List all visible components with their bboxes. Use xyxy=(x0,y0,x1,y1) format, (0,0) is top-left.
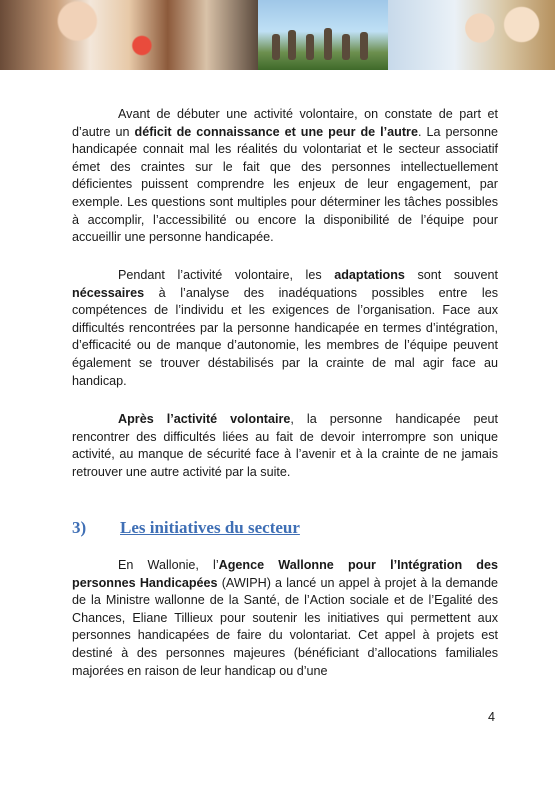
body-text: , la personne handicapée peut rencontrer des difficultés liées au fait de devoir interrompre son unique activité, au manque de sécurité face à l’avenir et à la crainte de ne jamais retrouver une autre activité par la suite. xyxy=(72,412,499,479)
banner-photo-group-jumping xyxy=(258,0,388,70)
bold-text: déficit de connaissance et une peur de l’autre xyxy=(134,124,418,139)
body-text: . La personne handicapée connait mal les réalités du volontariat et le secteur associatif émet des craintes sur le fait que des personnes intellectuellement déficientes puissent comprendre les enjeux de leur engagement, par exemple. Les questions sont multiples pour déterminer les tâches possibles à accomplir, l’accessibilité ou encore la disponibilité de l’équipe pour accueillir une personne handicapée. xyxy=(72,124,498,245)
section-number: 3) xyxy=(72,518,87,537)
banner-photo-clown xyxy=(0,0,258,70)
bold-text: Agence Wallonne pour l’Intégration des personnes Handicapées xyxy=(72,558,498,590)
body-text: à l’analyse des inadéquations possibles entre les compétences de l’individu et les exigences de l’organisation. Face aux difficultés rencontrées par la personne handicapée en termes d’intégration, d’efficacité ou de manque d’autonomie, les membres de l’équipe peuvent également se trouver déstabilisés par la crainte de mal agir face au handicap. xyxy=(72,285,498,388)
body-text: sont souvent xyxy=(404,268,498,282)
body-text: En Wallonie, l’ xyxy=(118,558,219,572)
bold-text: adaptations xyxy=(334,268,405,282)
bold-text: Après l’activité volontaire xyxy=(118,412,291,426)
paragraph-before-activity xyxy=(72,106,498,247)
paragraph-after-activity xyxy=(72,411,498,481)
bold-text: nécessaires xyxy=(72,285,145,300)
paragraph-wallonie xyxy=(72,557,498,680)
section-heading xyxy=(72,518,300,538)
body-text: Pendant l’activité volontaire, les xyxy=(118,268,335,282)
body-text: (AWIPH) a lancé un appel à projet à la demande de la Ministre wallonne de la Santé, de l’Action sociale et de l’Egalité des Chances, Eliane Tillieux pour soutenir les initiatives qui permettent aux personnes handicapées de faire du volontariat. Cet appel à projets est destiné à des personnes majeures (bénéficiant d’allocations familiales majorées en raison de leur handicap ou d’une xyxy=(72,575,499,678)
paragraph-during-activity xyxy=(72,267,498,390)
body-text: Avant de débuter une activité volontaire, on constate de part et d’autre un xyxy=(72,107,498,139)
header-banner xyxy=(0,0,555,70)
section-title: Les initiatives du secteur xyxy=(120,518,300,537)
banner-photo-children xyxy=(388,0,555,70)
page-number: 4 xyxy=(488,710,496,724)
